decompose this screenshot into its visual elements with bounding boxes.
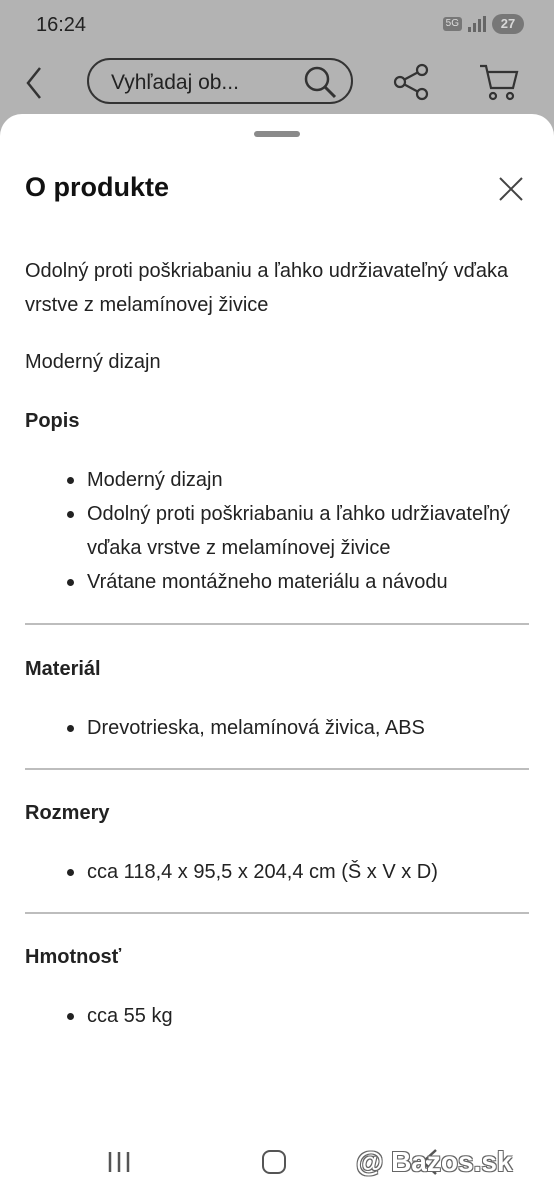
product-info-sheet: [0, 114, 554, 1200]
recent-apps-icon[interactable]: [106, 1150, 132, 1174]
list-item: Vrátane montážneho materiálu a návodu: [25, 565, 529, 599]
section-heading-material: Materiál: [25, 658, 101, 680]
section-heading-rozmery: Rozmery: [25, 802, 110, 824]
share-icon[interactable]: [392, 62, 432, 102]
signal-icon: [468, 16, 486, 32]
status-bar: [0, 0, 554, 50]
material-list: [25, 711, 529, 745]
cart-icon[interactable]: [478, 62, 520, 102]
close-icon[interactable]: [496, 174, 526, 204]
divider: [25, 768, 529, 770]
system-nav-bar: [0, 1130, 554, 1200]
list-item: Odolný proti poškriabaniu a ľahko udržiavateľný vďaka vrstve z melamínovej živice: [25, 497, 529, 565]
status-time: 16:24: [36, 14, 87, 36]
search-placeholder: Vyhľadaj ob...: [111, 71, 239, 94]
sheet-content: [25, 254, 529, 1033]
search-input[interactable]: [87, 58, 353, 104]
intro-paragraph: Moderný dizajn: [25, 351, 161, 373]
divider: [25, 623, 529, 625]
chevron-left-icon[interactable]: [24, 66, 44, 100]
top-bar: [0, 56, 554, 112]
list-item: Moderný dizajn: [25, 463, 529, 497]
intro-paragraph: Odolný proti poškriabaniu a ľahko udržiavateľný vďaka vrstve z melamínovej živice: [25, 260, 509, 316]
list-item: cca 55 kg: [25, 999, 529, 1033]
sheet-drag-handle[interactable]: [254, 131, 300, 137]
network-5g-icon: 5G: [443, 17, 462, 31]
battery-icon: 27: [492, 14, 524, 34]
divider: [25, 912, 529, 914]
watermark: @ Bazos.sk: [356, 1146, 513, 1177]
rozmery-list: [25, 855, 529, 889]
home-icon[interactable]: [262, 1150, 286, 1174]
section-heading-hmotnost: Hmotnosť: [25, 946, 122, 968]
hmotnost-list: [25, 999, 529, 1033]
list-item: cca 118,4 x 95,5 x 204,4 cm (Š x V x D): [25, 855, 529, 889]
popis-list: [25, 463, 529, 599]
search-icon[interactable]: [303, 65, 337, 99]
status-icons: [443, 14, 524, 34]
sheet-title: O produkte: [25, 172, 170, 202]
list-item: Drevotrieska, melamínová živica, ABS: [25, 711, 529, 745]
section-heading-popis: Popis: [25, 410, 80, 432]
